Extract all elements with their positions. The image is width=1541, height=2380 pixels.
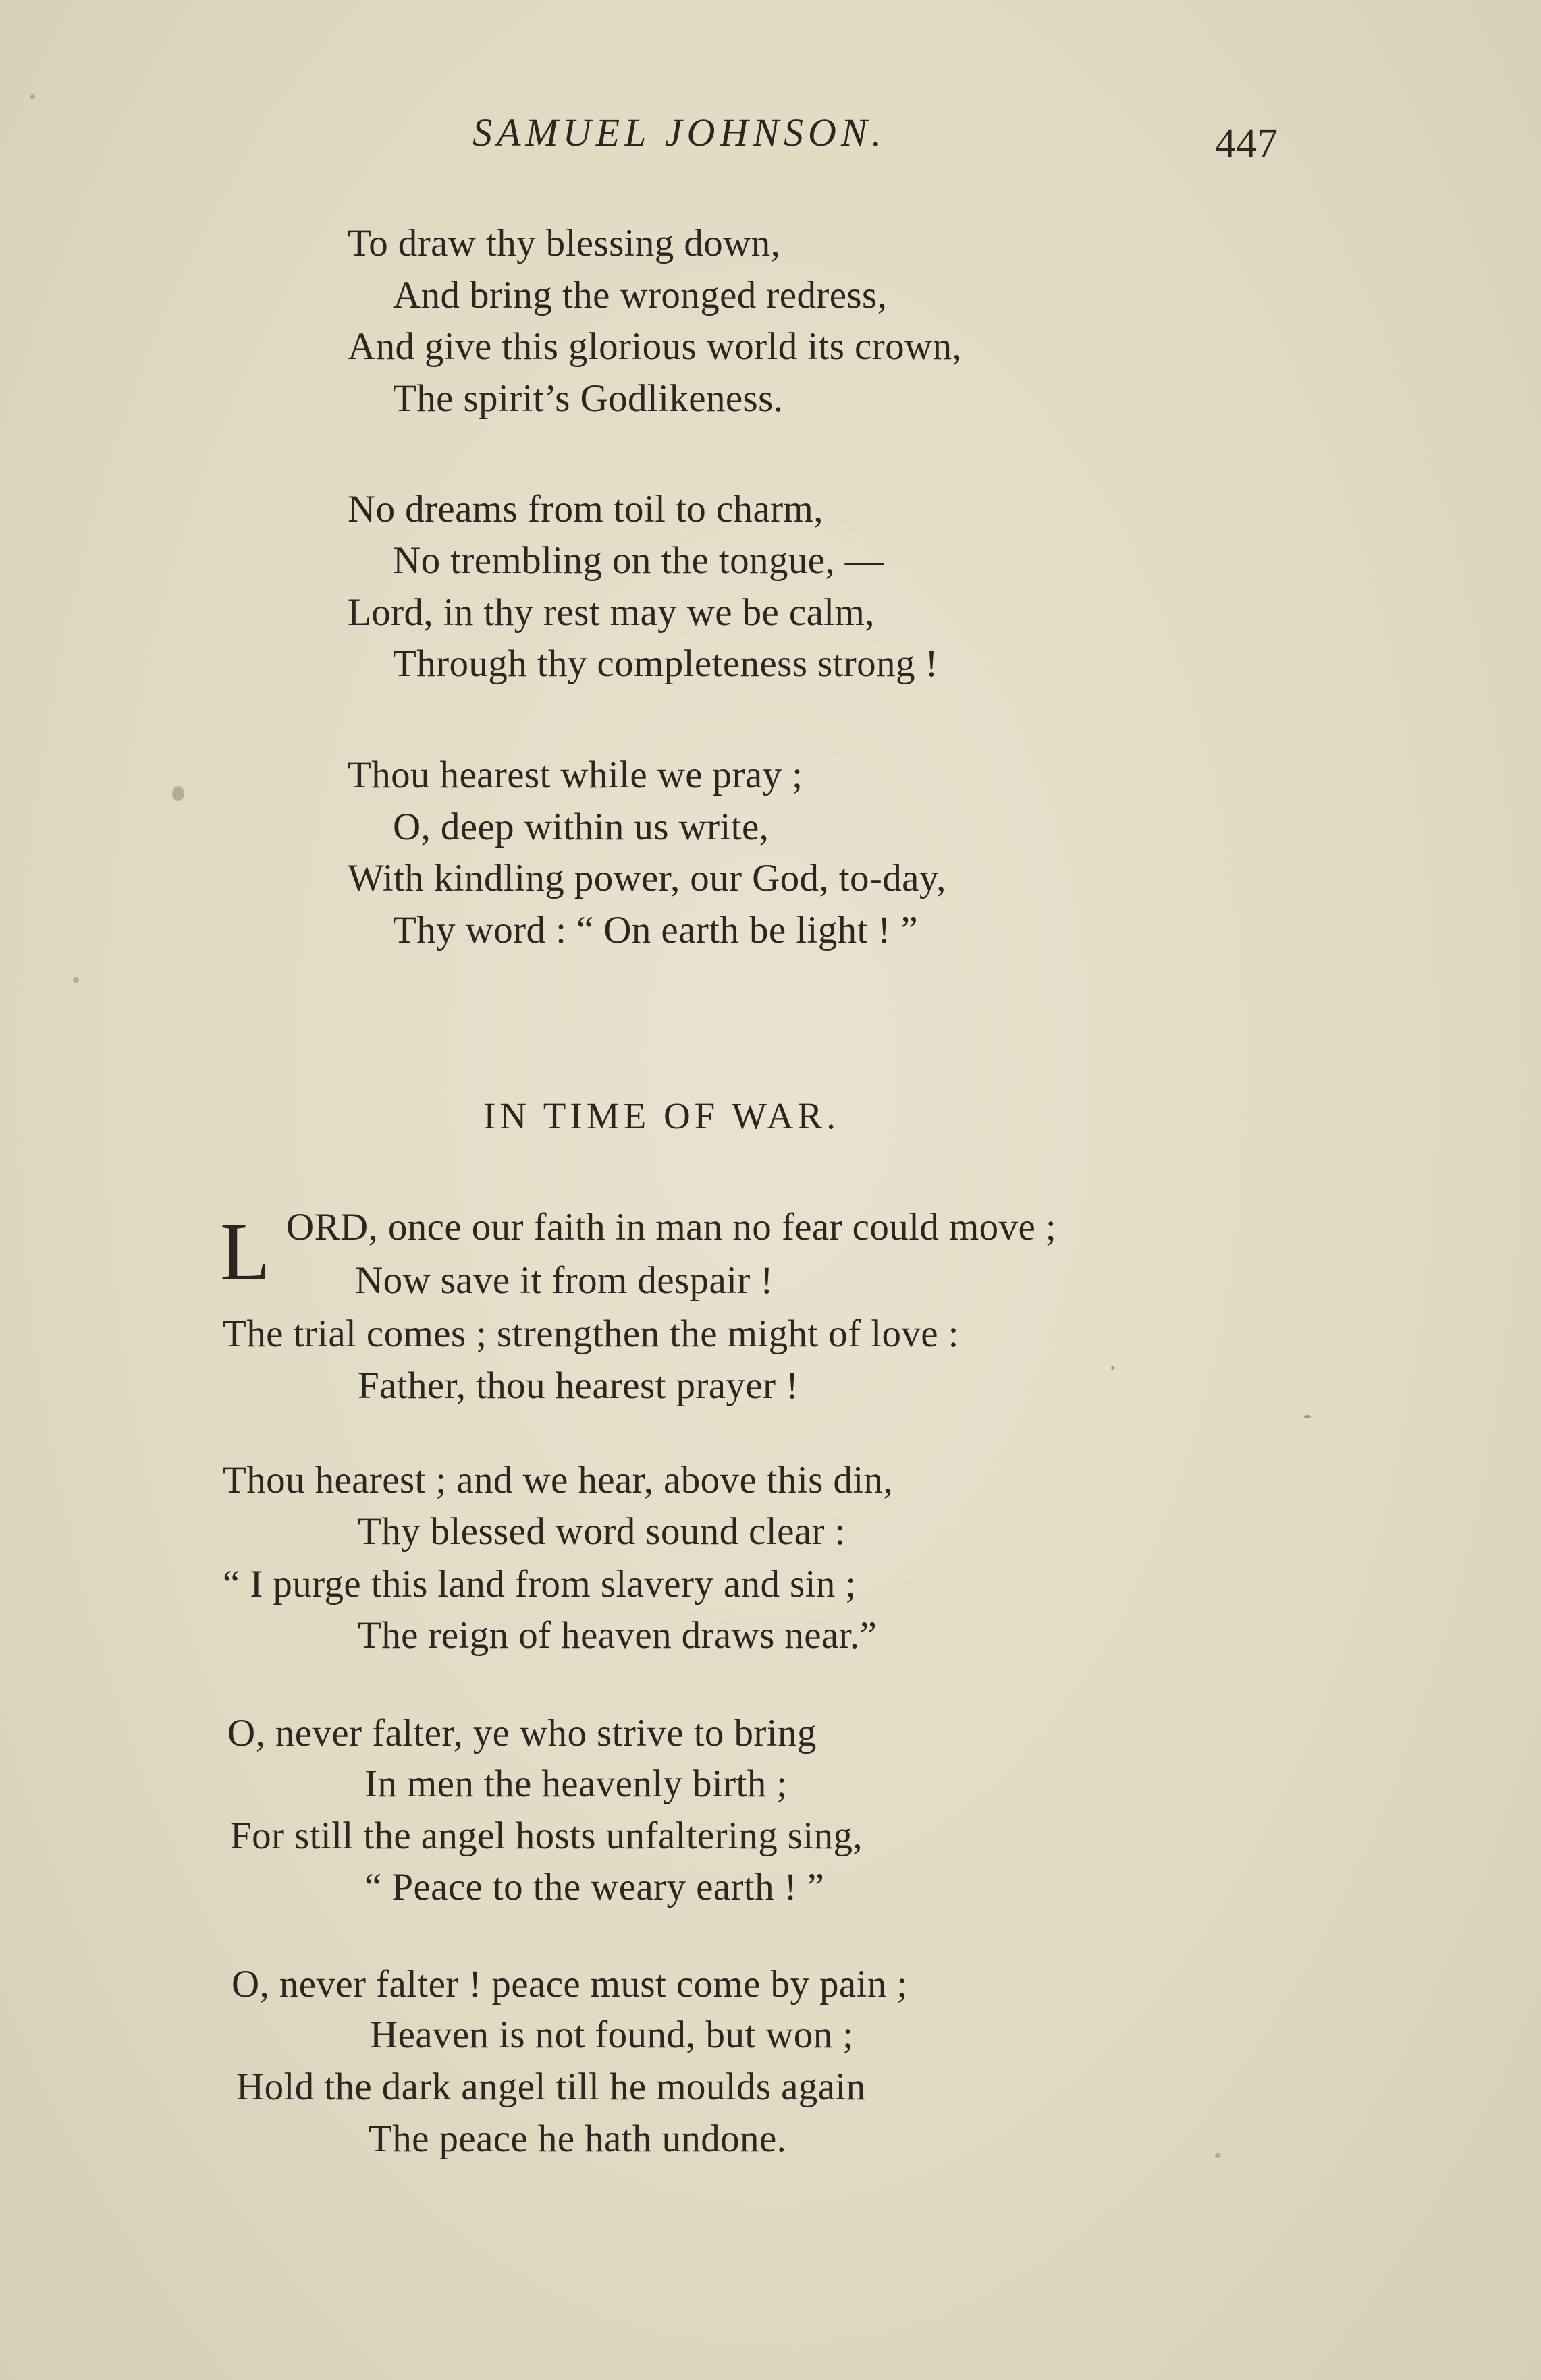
running-head: SAMUEL JOHNSON. xyxy=(472,111,887,155)
verse-line: Thy word : “ On earth be light ! ” xyxy=(393,909,919,951)
paper-speck xyxy=(1215,2153,1220,2158)
paper-speck xyxy=(73,977,79,983)
poem-title: IN TIME OF WAR. xyxy=(483,1095,840,1136)
verse-line: With kindling power, our God, to-day, xyxy=(348,857,946,900)
verse-line: Thou hearest ; and we hear, above this din, xyxy=(223,1459,894,1501)
verse-line: O, never falter ! peace must come by pain ; xyxy=(232,1963,908,2005)
verse-line: Heaven is not found, but won ; xyxy=(370,2014,854,2056)
verse-line: Lord, in thy rest may we be calm, xyxy=(348,591,875,634)
verse-line: And bring the wronged redress, xyxy=(393,274,888,316)
verse-line: No dreams from toil to charm, xyxy=(348,488,823,530)
verse-line: In men the heavenly birth ; xyxy=(364,1763,788,1805)
paper-speck xyxy=(30,94,35,99)
paper-speck xyxy=(172,786,184,801)
verse-line: And give this glorious world its crown, xyxy=(348,325,963,368)
verse-line: “ I purge this land from slavery and sin ; xyxy=(223,1563,857,1605)
verse-line: Thou hearest while we pray ; xyxy=(348,754,803,796)
verse-line: “ Peace to the weary earth ! ” xyxy=(364,1866,825,1908)
verse-line: Hold the dark angel till he moulds again xyxy=(236,2066,866,2108)
verse-line: For still the angel hosts unfaltering sing, xyxy=(230,1815,863,1857)
verse-line: No trembling on the tongue, — xyxy=(393,539,884,582)
verse-line: Now save it from despair ! xyxy=(355,1259,774,1302)
verse-line: O, deep within us write, xyxy=(393,806,769,848)
drop-cap: L xyxy=(220,1207,271,1298)
paper-speck xyxy=(1111,1366,1114,1370)
verse-line: The reign of heaven draws near.” xyxy=(358,1614,877,1657)
verse-line: To draw thy blessing down, xyxy=(348,222,781,265)
verse-line: Through thy completeness strong ! xyxy=(393,642,938,685)
verse-line: Thy blessed word sound clear : xyxy=(358,1510,846,1553)
verse-line: The trial comes ; strengthen the might of love : xyxy=(223,1312,959,1355)
verse-line: Father, thou hearest prayer ! xyxy=(358,1364,799,1407)
page-number: 447 xyxy=(1215,121,1278,167)
verse-line: The peace he hath undone. xyxy=(369,2118,787,2160)
verse-line: The spirit’s Godlikeness. xyxy=(393,377,784,420)
verse-line: ORD, once our faith in man no fear could move ; xyxy=(286,1206,1057,1248)
verse-line: O, never falter, ye who strive to bring xyxy=(227,1712,817,1754)
paper-speck xyxy=(1304,1415,1311,1418)
